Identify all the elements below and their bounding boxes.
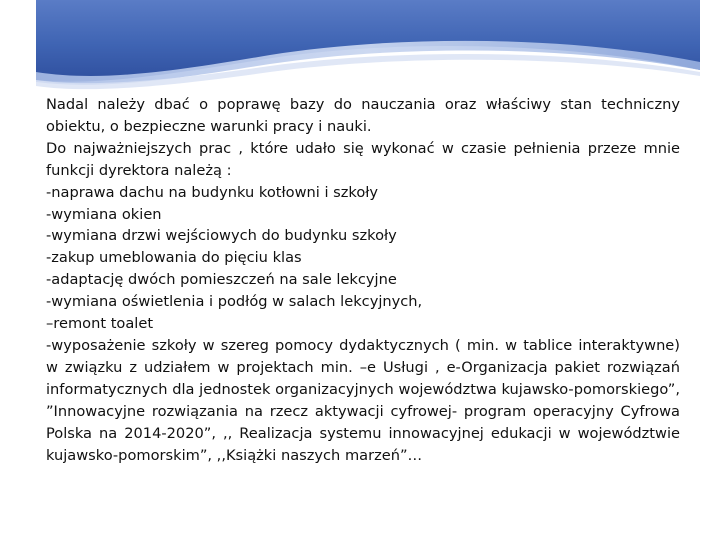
list-item: -wymiana oświetlenia i podłóg w salach lekcyjnych, [46,293,423,311]
slide-body [46,94,680,466]
list-item: -wymiana okien [46,205,162,223]
achievements-intro-paragraph: Do najważniejszych prac , które udało się wykonać w czasie pełnienia przeze mnie funkcji dyrektora należą : [46,139,680,179]
equipment-paragraph: -wyposażenie szkoły w szereg pomocy dydaktycznych ( min. w tablice interaktywne) w związku z udziałem w projektach min. –e Usługi , e-Organizacja pakiet rozwiązań informatycznych dla jednostek organizacyjnych województwa kujawsko-pomorskiego”, ”Innowacyjne rozwiązania na rzecz aktywacji cyfrowej- program operacyjny Cyfrowa Polska na 2014-2020”, ,, Realizacja systemu innowacyjnej edukacji w województwie kujawsko-pomorskim”, ,,Książki naszych marzeń”… [46,336,680,464]
header-wave-band [0,0,720,100]
list-item: -adaptację dwóch pomieszczeń na sale lekcyjne [46,271,397,289]
achievements-list [46,182,680,335]
list-item: -zakup umeblowania do pięciu klas [46,249,302,267]
intro-paragraph: Nadal należy dbać o poprawę bazy do nauczania oraz właściwy stan techniczny obiektu, o bezpieczne warunki pracy i nauki. [46,96,680,135]
list-item: –remont toalet [46,315,154,333]
list-item: -naprawa dachu na budynku kotłowni i szkoły [46,183,379,201]
list-item: -wymiana drzwi wejściowych do budynku szkoły [46,227,397,245]
